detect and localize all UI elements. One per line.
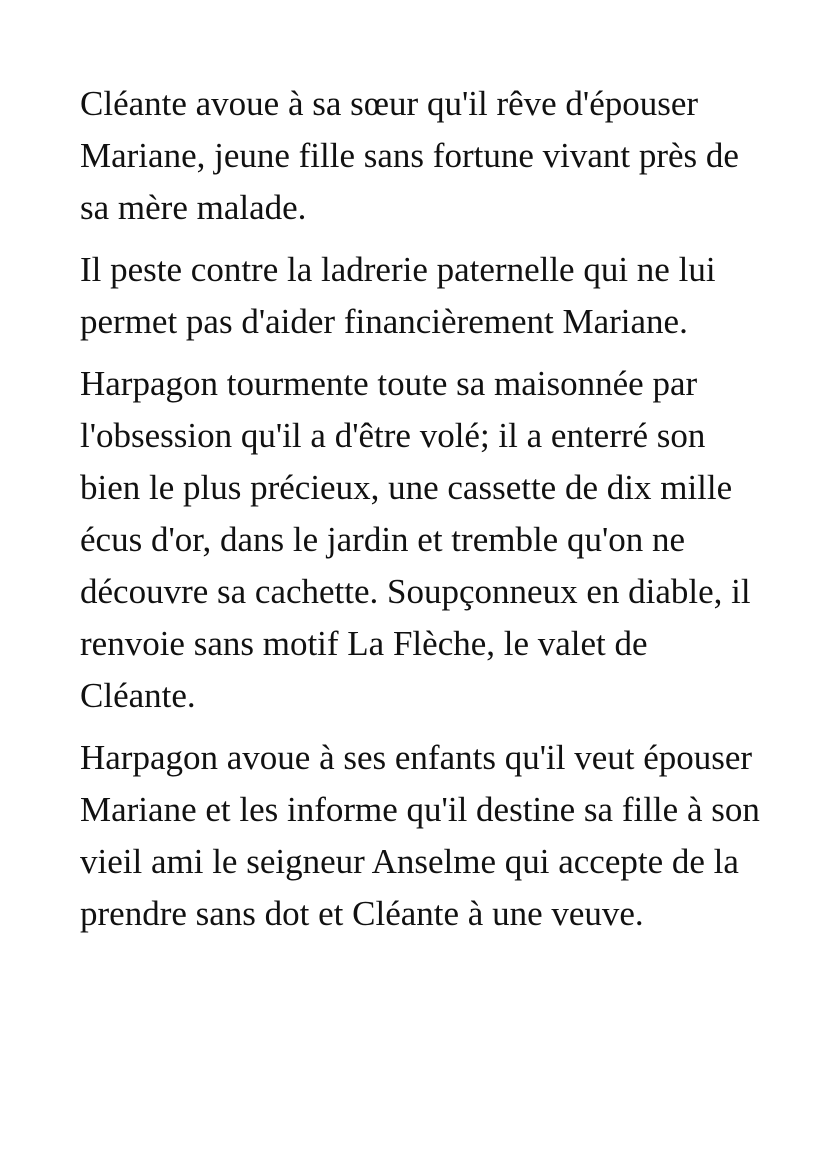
paragraph-4: Harpagon avoue à ses enfants qu'il veut épouser Mariane et les informe qu'il destine sa fille à son vieil ami le seigneur Anselme qui accepte de la prendre sans dot et Cléante à une veuve.	[80, 738, 760, 933]
paragraph-3: Harpagon tourmente toute sa maisonnée par l'obsession qu'il a d'être volé; il a enterré son bien le plus précieux, une cassette de dix mille écus d'or, dans le jardin et tremble qu'on ne découvre sa cachette. Soupçonneux en diable, il renvoie sans motif La Flèche, le valet de Cléante.	[80, 364, 751, 715]
paragraph-1: Cléante avoue à sa sœur qu'il rêve d'épouser Mariane, jeune fille sans fortune vivant près de sa mère malade.	[80, 84, 739, 227]
paragraph-2: Il peste contre la ladrerie paternelle qui ne lui permet pas d'aider financièrement Mariane.	[80, 250, 716, 341]
